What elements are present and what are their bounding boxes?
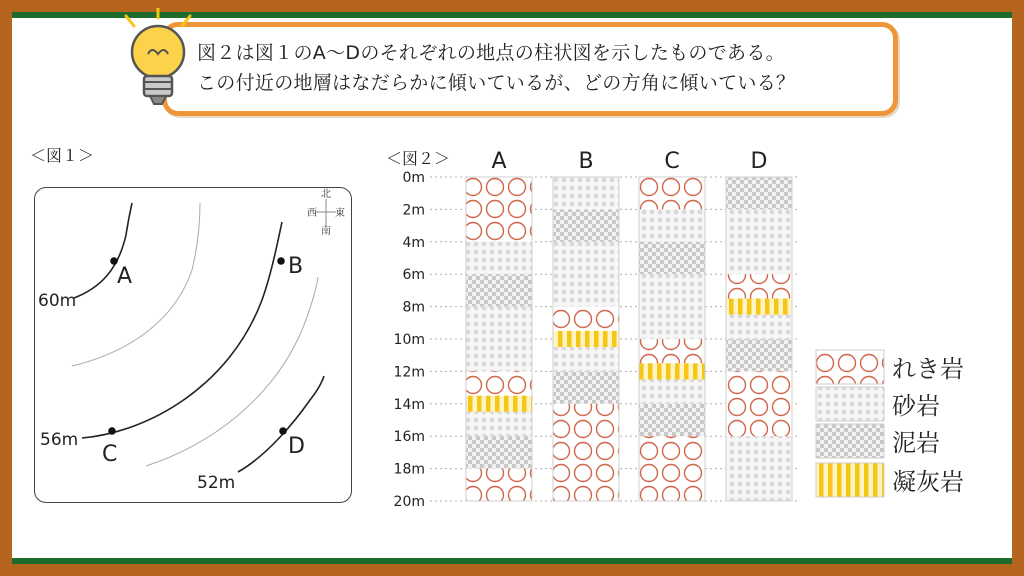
compass-east-label: 東 (335, 208, 345, 219)
layer-b-sand (553, 177, 619, 209)
contour-label-52m: 52m (197, 473, 236, 493)
depth-tick-label: 16m (393, 429, 425, 446)
map-point-b-label: B (288, 254, 304, 279)
legend-swatch-sand (816, 387, 884, 421)
figure2-title: ＜図２＞ (386, 149, 451, 168)
depth-tick-label: 8m (402, 299, 425, 316)
depth-tick-label: 2m (402, 202, 425, 219)
layer-b-gravel (553, 404, 619, 501)
layer-c-sand (639, 380, 705, 404)
layer-d-sand (726, 436, 792, 501)
depth-tick-label: 18m (393, 461, 425, 478)
layer-d-gravel (726, 274, 792, 298)
layer-d-mud (726, 177, 792, 209)
layer-b-mud (553, 209, 619, 241)
depth-tick-label: 6m (402, 267, 425, 284)
layer-b-sand (553, 347, 619, 371)
column-header-a: A (491, 149, 507, 174)
layer-c-mud (639, 404, 705, 436)
layer-c-gravel (639, 339, 705, 363)
legend-swatch-tuff (816, 463, 884, 497)
contour-label-56m: 56m (40, 430, 79, 450)
layer-c-tuff (639, 363, 705, 379)
depth-tick-label: 10m (393, 332, 425, 348)
layer-b-gravel (553, 307, 619, 331)
layer-a-gravel (466, 177, 532, 242)
depth-tick-label: 12m (393, 364, 425, 381)
layer-b-tuff (553, 331, 619, 347)
layer-b-mud (553, 371, 619, 403)
map-point-c-label: C (102, 442, 118, 467)
layer-a-sand (466, 412, 532, 436)
depth-tick-label: 14m (393, 396, 425, 413)
legend-swatch-gravel (816, 350, 884, 384)
legend-swatch-mud (816, 424, 884, 458)
legend-label-sand: 砂岩 (892, 392, 940, 420)
layer-a-tuff (466, 396, 532, 412)
layer-a-mud (466, 436, 532, 468)
legend-label-tuff: 凝灰岩 (892, 468, 964, 496)
map-point-a-label: A (117, 264, 133, 289)
layer-a-gravel (466, 371, 532, 395)
layer-a-gravel (466, 469, 532, 501)
compass-south-label: 南 (321, 226, 331, 237)
layer-d-tuff (726, 299, 792, 315)
layer-a-sand (466, 242, 532, 274)
layer-c-sand (639, 274, 705, 339)
depth-tick-label: 0m (402, 170, 425, 186)
layer-c-mud (639, 242, 705, 274)
layer-a-sand (466, 307, 532, 372)
depth-tick-label: 20m (393, 494, 425, 510)
layer-b-sand (553, 242, 619, 307)
map-point-d-label: D (288, 434, 305, 459)
figure1-title: ＜図１＞ (30, 146, 95, 165)
question-line-1: 図２は図１のA〜Dのそれぞれの地点の柱状図を示したものである。 (197, 42, 785, 64)
depth-tick-label: 4m (402, 234, 425, 251)
column-header-b: B (578, 149, 594, 174)
legend-label-mud: 泥岩 (892, 429, 940, 457)
compass-west-label: 西 (307, 208, 317, 219)
legend-label-gravel: れき岩 (892, 355, 964, 383)
column-header-c: C (664, 149, 680, 174)
layer-d-sand (726, 209, 792, 274)
layer-a-mud (466, 274, 532, 306)
question-line-2: この付近の地層はなだらかに傾いているが、どの方角に傾いている？ (197, 72, 796, 94)
contour-label-60m: 60m (38, 291, 77, 311)
layer-d-gravel (726, 371, 792, 436)
layer-d-sand (726, 315, 792, 339)
layer-c-sand (639, 209, 705, 241)
layer-c-gravel (639, 436, 705, 501)
layer-d-mud (726, 339, 792, 371)
compass-north-label: 北 (321, 189, 331, 200)
layer-c-gravel (639, 177, 705, 209)
column-header-d: D (750, 149, 768, 174)
